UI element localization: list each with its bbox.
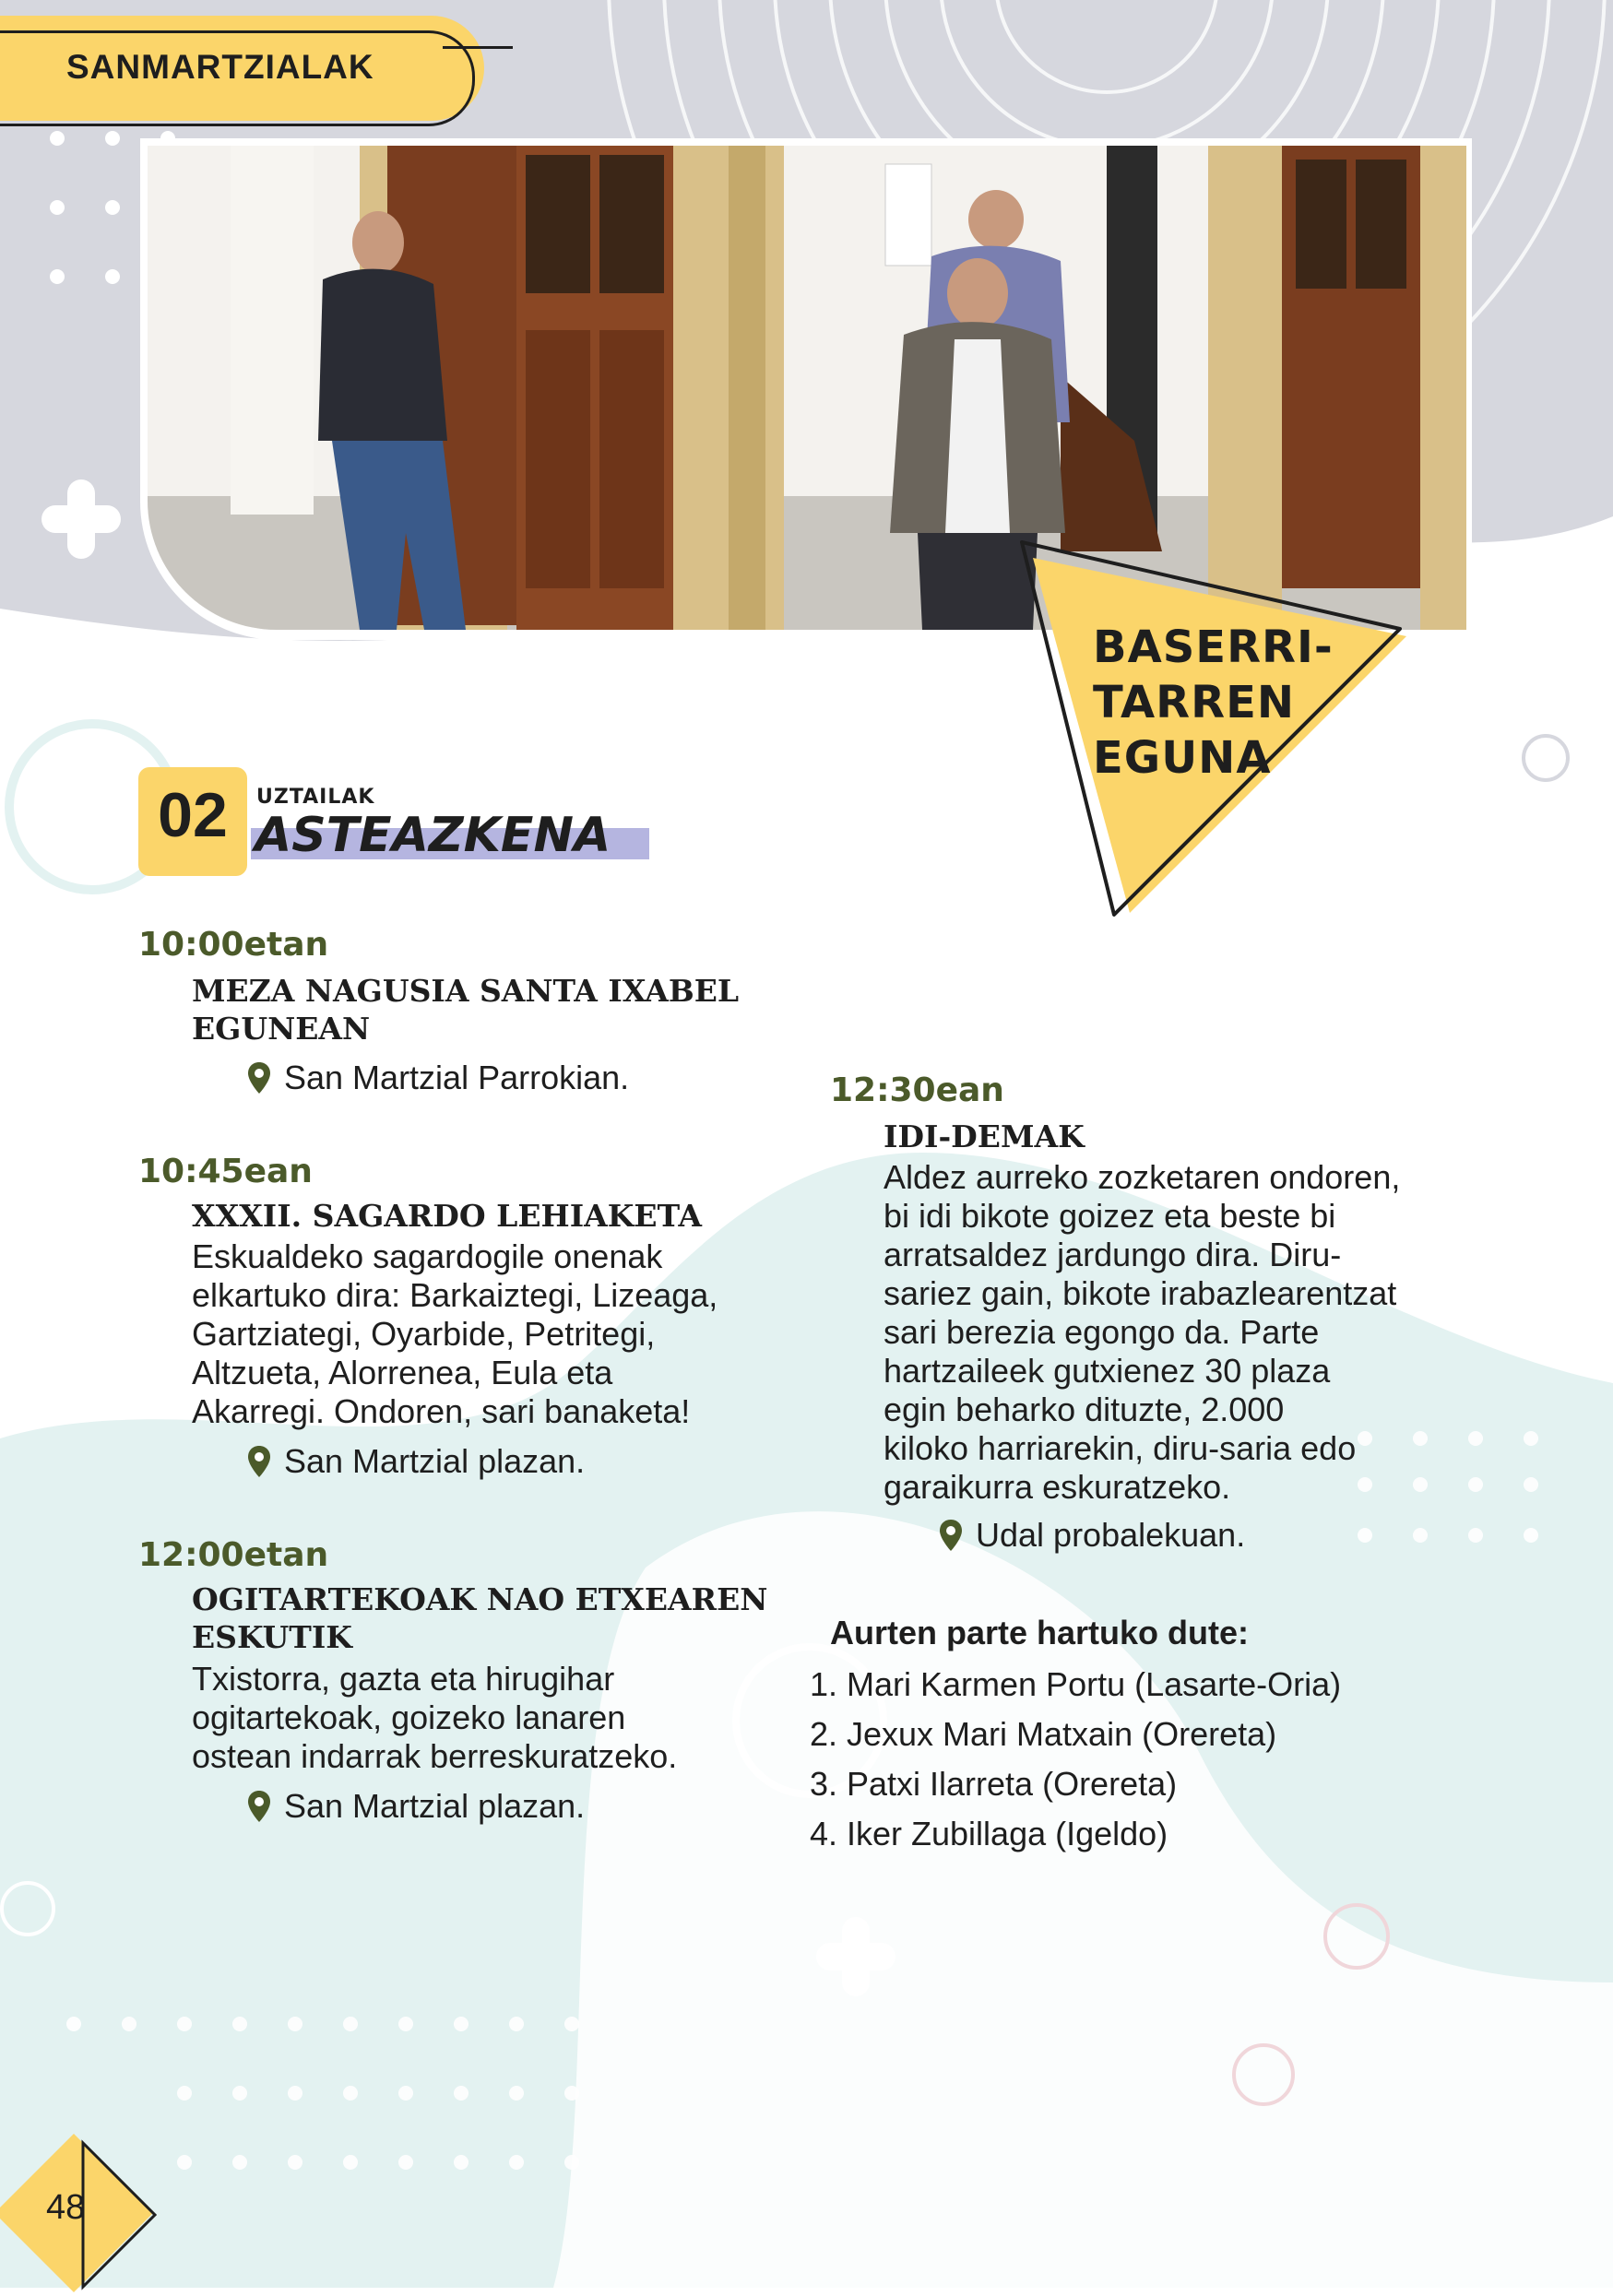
- event-description: [192, 1237, 718, 1431]
- badge-text: [1093, 620, 1334, 786]
- event-location-text: San Martzial plazan.: [284, 1442, 586, 1480]
- event-time: 12:00etan: [138, 1536, 329, 1574]
- desc-line: Eskualdeko sagardogile onenak: [192, 1237, 663, 1275]
- participant-name: Jexux Mari Matxain (Orereta): [847, 1715, 1277, 1753]
- desc-line: garaikurra eskuratzeko.: [884, 1468, 1231, 1506]
- badge-line: BASERRI-: [1093, 621, 1334, 673]
- list-item: [793, 1660, 1341, 1710]
- header-line: [443, 46, 513, 49]
- event-title: [192, 1580, 767, 1656]
- desc-line: Akarregi. Ondoren, sari banaketa!: [192, 1392, 691, 1430]
- list-number: 4.: [809, 1815, 837, 1852]
- list-item: [793, 1809, 1341, 1859]
- desc-line: kiloko harriarekin, diru-saria edo: [884, 1429, 1357, 1467]
- participant-name: Mari Karmen Portu (Lasarte-Oria): [847, 1665, 1342, 1703]
- event-location-text: Udal probalekuan.: [976, 1516, 1246, 1554]
- list-number: 1.: [809, 1665, 837, 1703]
- page-number: 48: [46, 2188, 86, 2227]
- map-pin-icon: [247, 1790, 271, 1823]
- list-item: [793, 1759, 1341, 1809]
- map-pin-icon: [247, 1061, 271, 1095]
- event-title-line: EGUNEAN: [192, 1011, 371, 1047]
- event-title-line: MEZA NAGUSIA SANTA IXABEL: [192, 973, 740, 1009]
- event-location: [939, 1516, 1245, 1555]
- desc-line: Gartziategi, Oyarbide, Petritegi,: [192, 1315, 656, 1353]
- participant-name: Patxi Ilarreta (Orereta): [847, 1765, 1178, 1803]
- event-time: 10:45ean: [138, 1153, 313, 1190]
- desc-line: Altzueta, Alorrenea, Eula eta: [192, 1354, 613, 1391]
- desc-line: sari berezia egongo da. Parte: [884, 1313, 1320, 1351]
- desc-line: sariez gain, bikote irabazlearentzat: [884, 1274, 1397, 1312]
- date-number: 02: [158, 780, 228, 850]
- desc-line: ostean indarrak berreskuratzeko.: [192, 1737, 678, 1775]
- event-location: [247, 1787, 585, 1826]
- map-pin-icon: [939, 1519, 963, 1552]
- desc-line: hartzaileek gutxienez 30 plaza: [884, 1352, 1331, 1390]
- event-location: [247, 1442, 585, 1481]
- event-description: [192, 1660, 677, 1776]
- section-title: SANMARTZIALAK: [66, 48, 374, 86]
- event-title-line: XXXII. SAGARDO LEHIAKETA: [192, 1198, 702, 1234]
- map-pin-icon: [247, 1445, 271, 1478]
- event-location: [247, 1059, 629, 1097]
- event-location-text: San Martzial Parrokian.: [284, 1059, 630, 1096]
- date-month: UZTAILAK: [256, 786, 375, 809]
- event-title: [192, 1197, 702, 1235]
- badge-line: TARREN: [1093, 677, 1296, 728]
- desc-line: arratsaldez jardungo dira. Diru-: [884, 1236, 1342, 1273]
- list-number: 3.: [809, 1765, 837, 1803]
- desc-line: Aldez aurreko zozketaren ondoren,: [884, 1158, 1401, 1196]
- desc-line: Txistorra, gazta eta hirugihar: [192, 1660, 615, 1698]
- event-time: 12:30ean: [830, 1071, 1004, 1109]
- event-title-line: ESKUTIK: [192, 1619, 352, 1655]
- desc-line: elkartuko dira: Barkaiztegi, Lizeaga,: [192, 1276, 718, 1314]
- event-title: IDI-DEMAK: [884, 1118, 1085, 1154]
- event-title: [192, 972, 739, 1047]
- list-number: 2.: [809, 1715, 837, 1753]
- participants-list: [793, 1660, 1341, 1859]
- list-item: [793, 1710, 1341, 1759]
- date-weekday: ASTEAZKENA: [255, 808, 611, 863]
- event-time: 10:00etan: [138, 926, 329, 964]
- desc-line: egin beharko dituzte, 2.000: [884, 1391, 1285, 1428]
- badge-line: EGUNA: [1093, 732, 1272, 784]
- event-title-line: OGITARTEKOAK NAO ETXEAREN: [192, 1581, 768, 1617]
- event-location-text: San Martzial plazan.: [284, 1787, 586, 1825]
- desc-line: ogitartekoak, goizeko lanaren: [192, 1698, 626, 1736]
- desc-line: bi idi bikote goizez eta beste bi: [884, 1197, 1336, 1235]
- event-description: [884, 1158, 1400, 1507]
- participants-heading: Aurten parte hartuko dute:: [830, 1614, 1250, 1651]
- participant-name: Iker Zubillaga (Igeldo): [847, 1815, 1168, 1852]
